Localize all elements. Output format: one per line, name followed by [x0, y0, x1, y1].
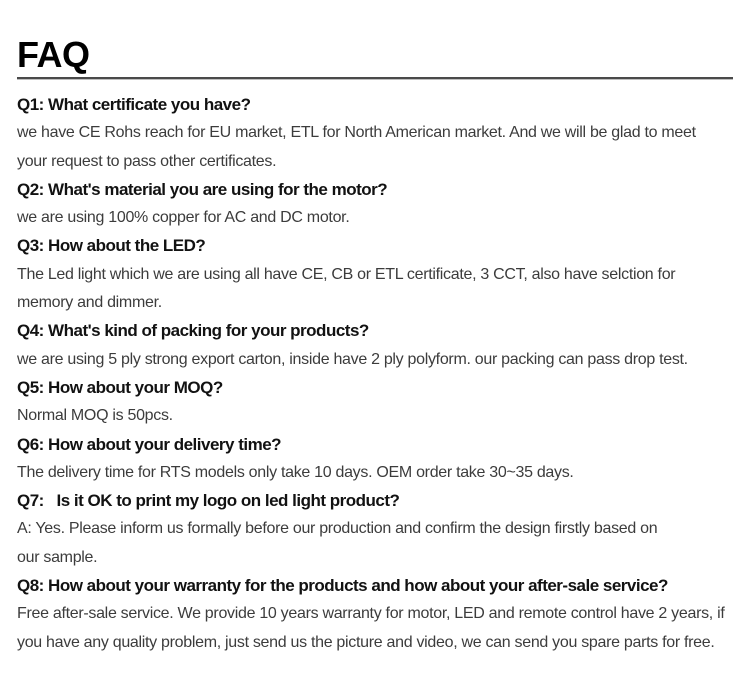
- faq-question: Q3: How about the LED?: [17, 236, 206, 256]
- faq-item: [17, 232, 733, 317]
- faq-question: Q2: What's material you are using for the motor?: [17, 179, 388, 199]
- faq-answer-line: we are using 100% copper for AC and DC motor.: [17, 209, 350, 227]
- faq-question: Q7: Is it OK to print my logo on led light product?: [17, 491, 400, 511]
- faq-answer-line: The Led light which we are using all have CE, CB or ETL certificate, 3 CCT, also have selction for: [17, 265, 676, 283]
- faq-answer-line: your request to pass other certificates.: [17, 152, 277, 170]
- faq-item: [17, 317, 733, 374]
- title-divider: [17, 77, 733, 80]
- faq-item: [17, 431, 733, 488]
- faq-question: Q8: How about your warranty for the products and how about your after-sale service?: [17, 576, 668, 596]
- faq-answer-line: The delivery time for RTS models only take 10 days. OEM order take 30~35 days.: [17, 463, 574, 481]
- page-title: FAQ: [17, 34, 90, 75]
- faq-question: Q4: What's kind of packing for your products?: [17, 321, 369, 341]
- faq-answer-line: our sample.: [17, 548, 98, 566]
- faq-question: Q6: How about your delivery time?: [17, 434, 282, 454]
- faq-question: Q5: How about your MOQ?: [17, 377, 223, 397]
- faq-answer-line: you have any quality problem, just send us the picture and video, we can send you spare parts for free.: [17, 633, 715, 651]
- faq-list: [17, 91, 733, 657]
- faq-answer-line: we are using 5 ply strong export carton, inside have 2 ply polyform. our packing can pass drop test.: [17, 350, 688, 368]
- faq-item: [17, 572, 733, 657]
- faq-answer-line: A: Yes. Please inform us formally before our production and confirm the design firstly based on: [17, 520, 658, 538]
- faq-item: [17, 176, 733, 233]
- faq-answer-line: we have CE Rohs reach for EU market, ETL for North American market. And we will be glad to meet: [17, 124, 696, 142]
- faq-item: [17, 91, 733, 176]
- faq-answer-line: Normal MOQ is 50pcs.: [17, 407, 173, 425]
- faq-item: [17, 374, 733, 431]
- faq-answer-line: memory and dimmer.: [17, 294, 162, 312]
- faq-question: Q1: What certificate you have?: [17, 95, 251, 114]
- faq-item: [17, 487, 733, 572]
- faq-answer-line: Free after-sale service. We provide 10 years warranty for motor, LED and remote control have 2 years, if: [17, 605, 725, 623]
